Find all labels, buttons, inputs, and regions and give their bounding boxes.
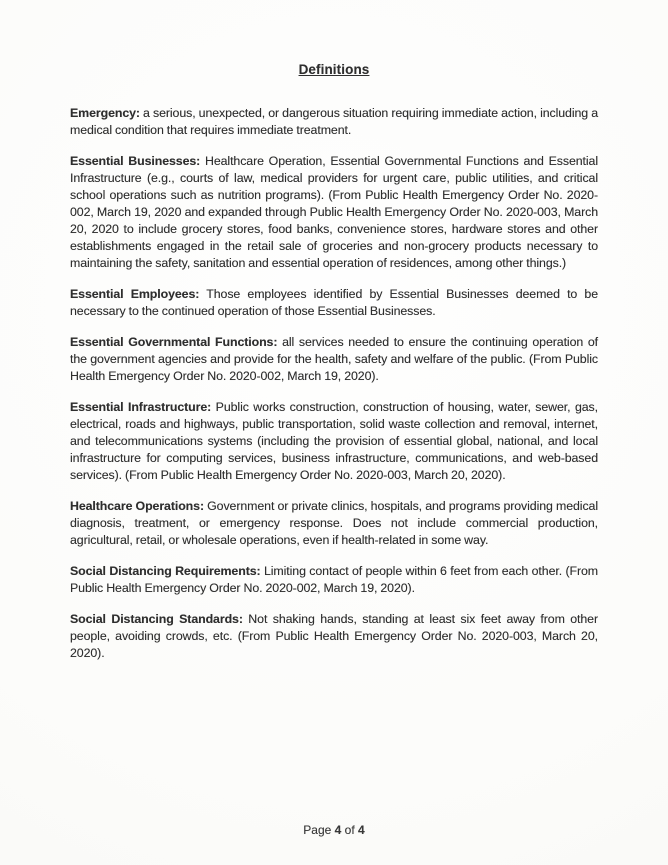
definition-body: Limiting contact of people within 6 feet from each other. (From Public Health Emergency Order No. 2020-002, March 19, 2020). xyxy=(70,564,599,595)
definition-term: Essential Employees: xyxy=(70,287,200,301)
definition-paragraph xyxy=(70,563,598,597)
definition-body: a serious, unexpected, or dangerous situation requiring immediate action, including a medical condition that requires immediate treatment. xyxy=(70,106,598,137)
footer-page-number: 4 xyxy=(334,823,342,837)
definition-term: Social Distancing Standards: xyxy=(70,612,243,626)
footer-page-label: Page xyxy=(303,823,335,837)
definition-body: Not shaking hands, standing at least six feet away from other people, avoiding crowds, etc. (From Public Health Emergency Order No. 2020-003, March 20, 2020). xyxy=(70,612,598,660)
page-title: Definitions xyxy=(298,62,370,77)
definition-paragraph xyxy=(70,498,598,549)
definition-paragraph xyxy=(70,611,598,662)
definition-body: Those employees identified by Essential Businesses deemed to be necessary to the continued operation of those Essential Businesses. xyxy=(70,287,599,318)
definition-term: Essential Governmental Functions: xyxy=(70,335,278,349)
definition-body: Public works construction, construction of housing, water, sewer, gas, electrical, roads and highways, public transportation, solid waste collection and removal, internet, and telecommunications systems (including the provision of essential global, national, and local infrastructure for computing services, business infrastructure, communications, and web-based services). (From Public Health Emergency Order No. 2020-003, March 20, 2020). xyxy=(70,400,598,482)
definition-paragraph xyxy=(70,334,598,385)
definition-body: Government or private clinics, hospitals, and programs providing medical diagnosis, treatment, or emergency response. Does not include commercial production, agricultural, retail, or wholesale operations, even if health-related in some way. xyxy=(70,499,598,547)
definition-term: Social Distancing Requirements: xyxy=(70,564,261,578)
definition-body: Healthcare Operation, Essential Governmental Functions and Essential Infrastructure (e.g., courts of law, medical providers for urgent care, public utilities, and critical school operations such as nutrition programs). (From Public Health Emergency Order No. 2020-002, March 19, 2020 and expanded through Public Health Emergency Order No. 2020-003, March 20, 2020 to include grocery stores, food banks, convenience stores, hardware stores and other establishments engaged in the retail sale of groceries and non-grocery products necessary to maintaining the safety, sanitation and essential operation of residences, among other things.) xyxy=(70,154,599,270)
definitions-list xyxy=(70,105,598,662)
definition-term: Essential Infrastructure: xyxy=(70,400,212,414)
definition-body: all services needed to ensure the continuing operation of the government agencies and provide for the health, safety and welfare of the public. (From Public Health Emergency Order No. 2020-002, March 19, 2020). xyxy=(70,335,599,383)
footer-of-label: of xyxy=(341,823,359,837)
definition-paragraph xyxy=(70,153,598,272)
page-footer xyxy=(0,823,668,837)
definition-paragraph xyxy=(70,286,598,320)
definition-term: Healthcare Operations: xyxy=(70,499,204,513)
definition-paragraph xyxy=(70,399,598,484)
definition-term: Essential Businesses: xyxy=(70,154,201,168)
footer-page-total: 4 xyxy=(358,823,365,837)
definition-term: Emergency: xyxy=(70,106,140,120)
definition-paragraph xyxy=(70,105,598,139)
